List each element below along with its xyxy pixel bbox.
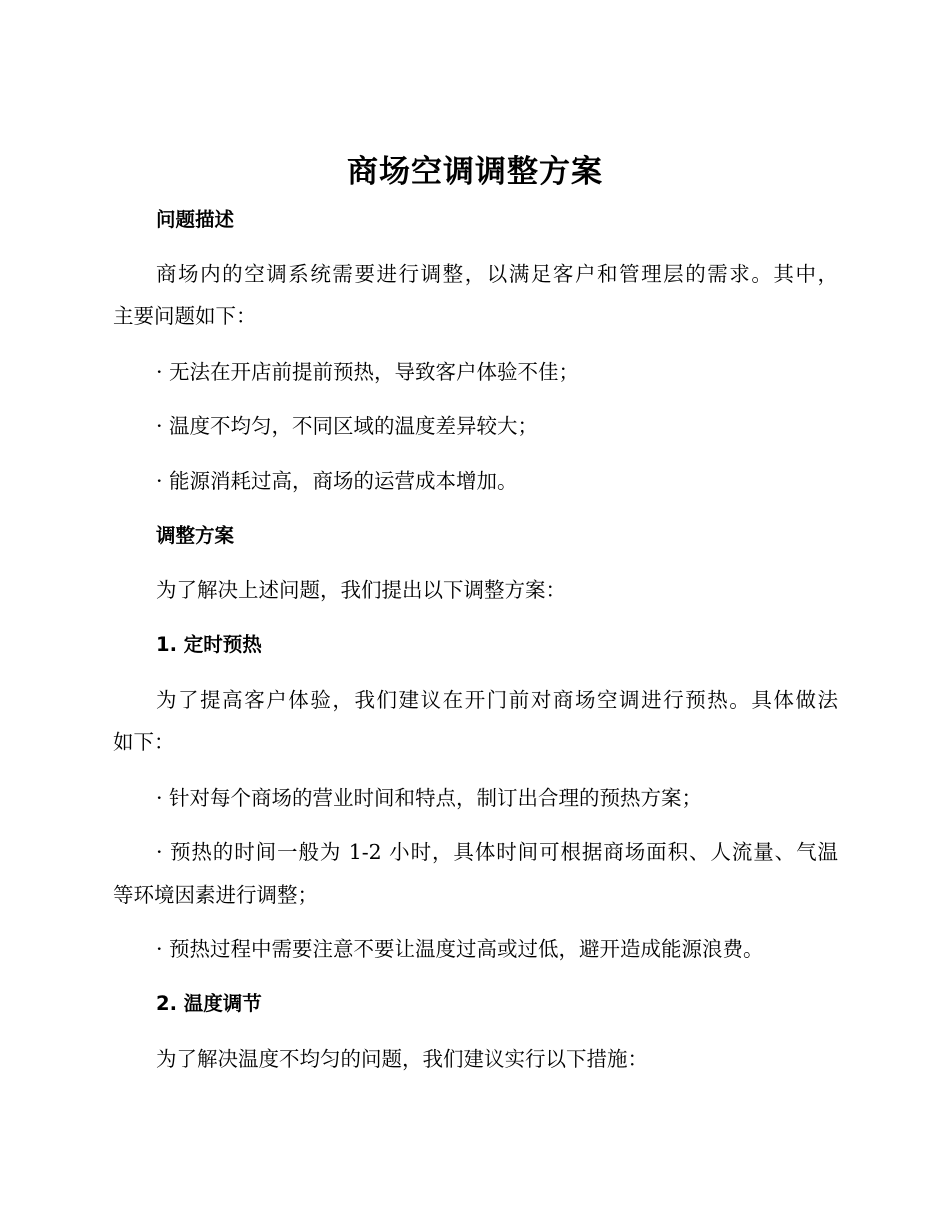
plan-intro: 为了解决上述问题，我们提出以下调整方案： xyxy=(156,578,566,602)
preheat-bullet-2-line-2: 等环境因素进行调整； xyxy=(113,883,318,907)
section-heading-problem: 问题描述 xyxy=(156,208,235,231)
problem-bullet-2: · 温度不均匀，不同区域的温度差异较大； xyxy=(156,414,539,438)
section-heading-plan: 调整方案 xyxy=(156,524,235,547)
preheat-bullet-3: · 预热过程中需要注意不要让温度过高或过低，避开造成能源浪费。 xyxy=(156,937,764,961)
section-heading-temperature: 2. 温度调节 xyxy=(156,992,262,1015)
preheat-intro-line-1: 为了提高客户体验，我们建议在开门前对商场空调进行预热。具体做法 xyxy=(156,688,838,712)
problem-bullet-1: · 无法在开店前提前预热，导致客户体验不佳； xyxy=(156,360,580,384)
problem-intro-line-2: 主要问题如下： xyxy=(113,304,257,328)
problem-bullet-3: · 能源消耗过高，商场的运营成本增加。 xyxy=(156,469,518,493)
problem-intro-line-1: 商场内的空调系统需要进行调整，以满足客户和管理层的需求。其中， xyxy=(156,262,838,286)
preheat-bullet-2-line-1: · 预热的时间一般为 1-2 小时，具体时间可根据商场面积、人流量、气温 xyxy=(156,840,838,864)
preheat-intro-line-2: 如下： xyxy=(113,730,175,754)
temperature-intro: 为了解决温度不均匀的问题，我们建议实行以下措施： xyxy=(156,1047,648,1071)
document-title: 商场空调调整方案 xyxy=(347,154,603,190)
preheat-bullet-1: · 针对每个商场的营业时间和特点，制订出合理的预热方案； xyxy=(156,786,703,810)
section-heading-preheat: 1. 定时预热 xyxy=(156,633,262,656)
